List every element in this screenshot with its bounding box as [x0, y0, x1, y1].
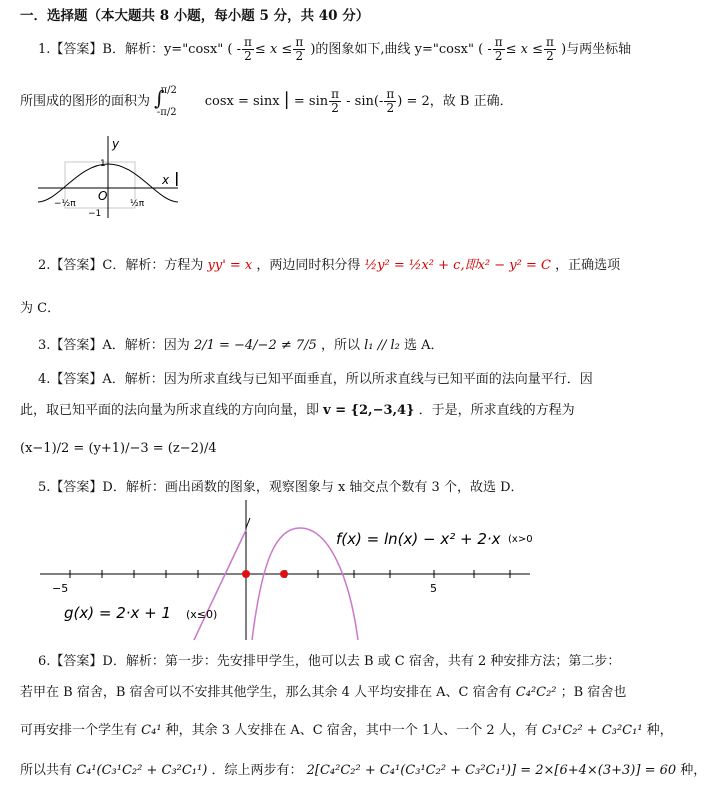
origin-label: O [98, 189, 108, 203]
q6-text-d: 种，其余 3 人安排在 A、C 宿舍，其中一个 1人、一个 2 人，有 [165, 723, 538, 738]
q6-eq-d: C₄¹(C₃¹C₂² + C₃²C₁¹) [76, 763, 208, 778]
section-title: 一．选择题（本大题共 8 小题，每小题 5 分，共 40 分） [20, 8, 370, 24]
tick-minus5: −5 [52, 582, 69, 595]
q1-range-1: - $\frac{\pi}{2}$ ≤ x ≤ $\frac{\pi}{2}$ [236, 35, 304, 63]
function-graph [40, 500, 540, 642]
q1-text-b: )的图象如下,曲线 y="cosx" ( [310, 42, 484, 57]
q6-text-f: 所以共有 [20, 763, 73, 778]
q2-eq2: ½y² = ½x² + c,即x² − y² = C [364, 258, 551, 273]
y-axis-label: y [112, 137, 120, 151]
g-line [194, 530, 246, 640]
q1-line1 [38, 36, 631, 63]
q1-integral-body: cosx = sinx [204, 94, 280, 109]
q1-sin-b: - sin [346, 94, 374, 109]
q6-text-b: ；B 宿舍也 [560, 685, 627, 700]
cosine-graph [38, 130, 188, 222]
one-label: 1 [100, 159, 106, 169]
q6-eq-b: C₄¹ [141, 723, 162, 738]
q4-line-eq: (x−1)/2 = (y+1)/−3 = (z−2)/4 [20, 441, 217, 456]
q6-text-a: 若甲在 B 宿舍，B 宿舍可以不安排其他学生，那么其余 4 人平均安排在 A、C 宿舍有 [20, 685, 512, 700]
eval-bar: | [283, 89, 290, 110]
q4-text-a: 此，取已知平面的法向量为所求直线的方向向量，即 [20, 403, 320, 418]
q3-eq: 2/1 = −4/−2 ≠ 7/5 [193, 338, 317, 353]
q5-line: 5.【答案】D．解析：画出函数的图象，观察图象与 x 轴交点个数有 3 个，故选 D． [38, 480, 524, 495]
q6-text-h: 种， [680, 763, 706, 778]
g-condition: (x≤0) [186, 608, 218, 621]
q6-line4 [20, 762, 706, 780]
minus-one-label: −1 [88, 209, 102, 219]
q1-text-d: 所围成的图形的面积为 [20, 94, 151, 109]
f-condition: (x>0 [508, 534, 533, 545]
q1-sin-a: = sin [293, 94, 329, 109]
q6-eq-c: C₃¹C₂² + C₃²C₁¹ [541, 723, 643, 738]
q3-text-a: 3.【答案】A．解析：因为 [38, 338, 190, 353]
q2-text-a: 2.【答案】C．解析：方程为 [38, 258, 204, 273]
q6-text-e: 种， [646, 723, 673, 738]
q1-line2: 所围成的图形的面积为 ∫$^{\pi/2}_{-\pi/2}$ cosx = sinx | = sin $\frac{\pi}{2}$ - sin(- $\frac{\pi}{2}$ ) = 2，故 B 正确． [20, 85, 513, 118]
q1-range-2: - $\frac{\pi}{2}$ ≤ x ≤ $\frac{\pi}{2}$ [487, 35, 554, 63]
root-point-2 [280, 570, 288, 578]
q6-line3 [20, 722, 673, 740]
q2-line1 [38, 254, 620, 273]
q6-line2 [20, 684, 626, 702]
q1-text-c: )与两坐标轴 [561, 42, 632, 57]
q4-vector: v = {2,−3,4} [323, 403, 415, 418]
integral: ∫ [154, 86, 165, 110]
f-label: f(x) = ln(x) − x² + 2·x [336, 530, 501, 548]
q3-line [38, 334, 444, 353]
q4-line1: 4.【答案】A．解析：因为所求直线与已知平面垂直，所以所求直线与已知平面的法向量平行．因 [38, 372, 593, 387]
root-point-1 [242, 570, 250, 578]
q3-text-b: ，所以 [320, 338, 360, 353]
q4-line2 [20, 402, 575, 420]
q3-text-c: 选 A． [404, 338, 444, 353]
q6-text-c: 可再安排一个学生有 [20, 723, 138, 738]
q2-line2: 为 C． [20, 301, 61, 316]
x-axis-label: x [162, 173, 170, 187]
q6-eq-e: 2[C₄²C₂² + C₄¹(C₃¹C₂² + C₃²C₁¹)] = 2×[6+4×(3+3)] = 60 [306, 763, 677, 778]
q1-result: = 2，故 B 正确． [406, 94, 513, 109]
left-tick-label: −½π [54, 199, 76, 209]
q6-eq-a: C₄²C₂² [515, 685, 557, 700]
q6-text-g: ．综上两步有： [211, 763, 303, 778]
g-label: g(x) = 2·x + 1 [64, 604, 172, 622]
q1-text-a: 1.【答案】B．解析：y="cosx" ( [38, 42, 233, 57]
q4-text-b: ．于是，所求直线的方程为 [418, 403, 575, 418]
tick-5: 5 [430, 582, 437, 595]
right-tick-label: ½π [130, 199, 145, 209]
q2-text-b: ，两边同时积分得 [256, 258, 361, 273]
q3-parallel: l₁ // l₂ [364, 338, 400, 353]
q2-eq1: yy' = x [207, 258, 253, 273]
q2-text-c: ，正确选项 [555, 258, 621, 273]
q6-line1: 6.【答案】D．解析：第一步：先安排甲学生，他可以去 B 或 C 宿舍，共有 2 种安排方法；第二步： [38, 654, 621, 669]
